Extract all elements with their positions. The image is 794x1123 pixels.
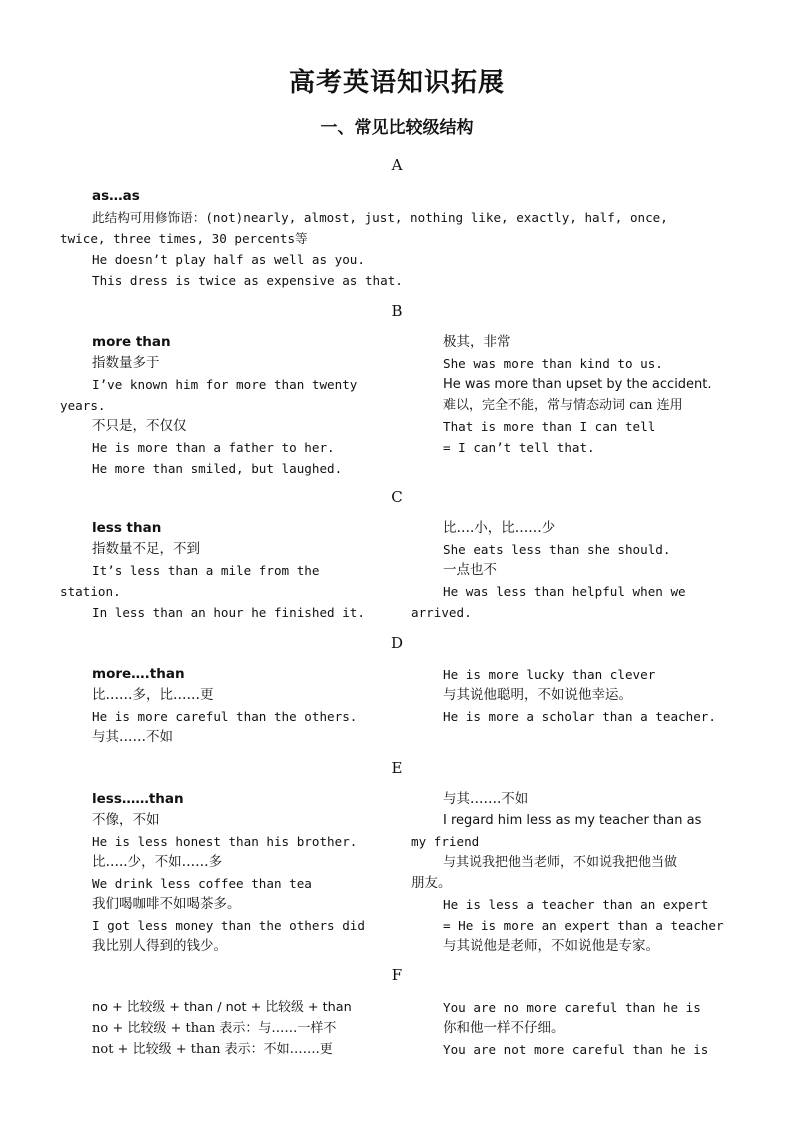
section-label-b: B xyxy=(391,302,403,320)
section-label-f: F xyxy=(391,966,403,984)
text-line: 此结构可用修饰语：(not)nearly, almost, just, nothing like, exactly, half, once, xyxy=(92,210,668,225)
text-line: 比….小，比……少 xyxy=(443,520,556,536)
text-line: twice, three times, 30 percents等 xyxy=(60,231,308,246)
example-sentence: He more than smiled, but laughed. xyxy=(92,461,343,476)
example-sentence: = I can’t tell that. xyxy=(443,440,595,455)
text-line: 你和他一样不仔细。 xyxy=(443,1020,565,1036)
section-heading: 一、常见比较级结构 xyxy=(320,118,474,138)
section-f-left xyxy=(60,997,390,1060)
text-line: no + 比较级 + than 表示：与……一样不 xyxy=(92,1021,337,1036)
text-line: 与其说他是老师，不如说他是专家。 xyxy=(443,938,659,954)
example-sentence: station. xyxy=(60,584,121,599)
example-sentence: This dress is twice as expensive as that. xyxy=(92,273,403,288)
text-line: 朋友。 xyxy=(411,875,452,891)
text-line: 我比别人得到的钱少。 xyxy=(92,938,227,954)
example-sentence: In less than an hour he finished it. xyxy=(92,605,365,620)
pattern-heading: more….than xyxy=(92,666,185,682)
example-sentence: He doesn’t play half as well as you. xyxy=(92,252,365,267)
pattern-heading: less……than xyxy=(92,791,184,807)
section-label-d: D xyxy=(390,634,404,652)
text-line: 与其……不如 xyxy=(92,729,173,745)
example-sentence: years. xyxy=(60,398,106,413)
section-e-left xyxy=(60,789,390,957)
text-line: 指数量多于 xyxy=(92,355,160,371)
example-sentence: He is more than a father to her. xyxy=(92,440,335,455)
text-line: 指数量不足，不到 xyxy=(92,541,200,557)
text-line: 难以，完全不能，常与情态动词 can 连用 xyxy=(443,398,683,413)
text-line: 与其…….不如 xyxy=(443,791,529,807)
section-label-a: A xyxy=(391,156,403,174)
text-line: 与其说我把他当老师，不如说我把他当做 xyxy=(443,855,678,870)
example-sentence: You are not more careful than he is xyxy=(443,1042,709,1057)
example-sentence: He is more a scholar than a teacher. xyxy=(443,709,716,724)
example-sentence: We drink less coffee than tea xyxy=(92,876,312,891)
text-line: not + 比较级 + than 表示：不如…….更 xyxy=(92,1042,333,1057)
text-line: 极其，非常 xyxy=(443,334,511,350)
section-label-c: C xyxy=(391,488,403,506)
example-sentence: He is more lucky than clever xyxy=(443,667,656,682)
example-sentence: He was less than helpful when we xyxy=(443,584,686,599)
section-d-right xyxy=(411,664,751,727)
example-sentence: She eats less than she should. xyxy=(443,542,671,557)
example-sentence: It’s less than a mile from the xyxy=(92,563,320,578)
example-sentence: That is more than I can tell xyxy=(443,419,656,434)
example-sentence: He is less honest than his brother. xyxy=(92,834,358,849)
text-line: 我们喝咖啡不如喝茶多。 xyxy=(92,896,241,912)
section-f-right xyxy=(411,997,751,1060)
text-line: 一点也不 xyxy=(443,562,497,578)
page-title: 高考英语知识拓展 xyxy=(288,68,505,98)
example-sentence: I got less money than the others did xyxy=(92,918,365,933)
section-c-left xyxy=(60,518,390,623)
pattern-heading: less than xyxy=(92,520,162,536)
example-sentence: arrived. xyxy=(411,605,472,620)
example-sentence: I’ve known him for more than twenty xyxy=(92,377,358,392)
pattern-heading: as…as xyxy=(92,188,140,204)
section-a-body xyxy=(60,186,740,291)
section-b-right xyxy=(411,332,751,458)
text-line: 不像，不如 xyxy=(92,812,160,828)
example-sentence: my friend xyxy=(411,834,480,849)
example-sentence: I regard him less as my teacher than as xyxy=(443,813,702,828)
section-d-left xyxy=(60,664,390,748)
pattern-heading: more than xyxy=(92,334,171,350)
pattern-heading: no + 比较级 + than / not + 比较级 + than xyxy=(92,1000,352,1015)
text-line: 与其说他聪明，不如说他幸运。 xyxy=(443,687,632,703)
text-line: 比…..少，不如……多 xyxy=(92,854,223,870)
example-sentence: He is less a teacher than an expert xyxy=(443,897,709,912)
section-e-right xyxy=(411,789,751,957)
example-sentence: He was more than upset by the accident. xyxy=(443,377,712,392)
example-sentence: He is more careful than the others. xyxy=(92,709,358,724)
text-line: 比……多，比……更 xyxy=(92,687,214,703)
section-label-e: E xyxy=(391,759,403,777)
example-sentence: She was more than kind to us. xyxy=(443,356,663,371)
section-b-left xyxy=(60,332,390,479)
text-line: 不只是，不仅仅 xyxy=(92,418,187,434)
example-sentence: = He is more an expert than a teacher xyxy=(443,918,724,933)
example-sentence: You are no more careful than he is xyxy=(443,1000,701,1015)
section-c-right xyxy=(411,518,751,623)
